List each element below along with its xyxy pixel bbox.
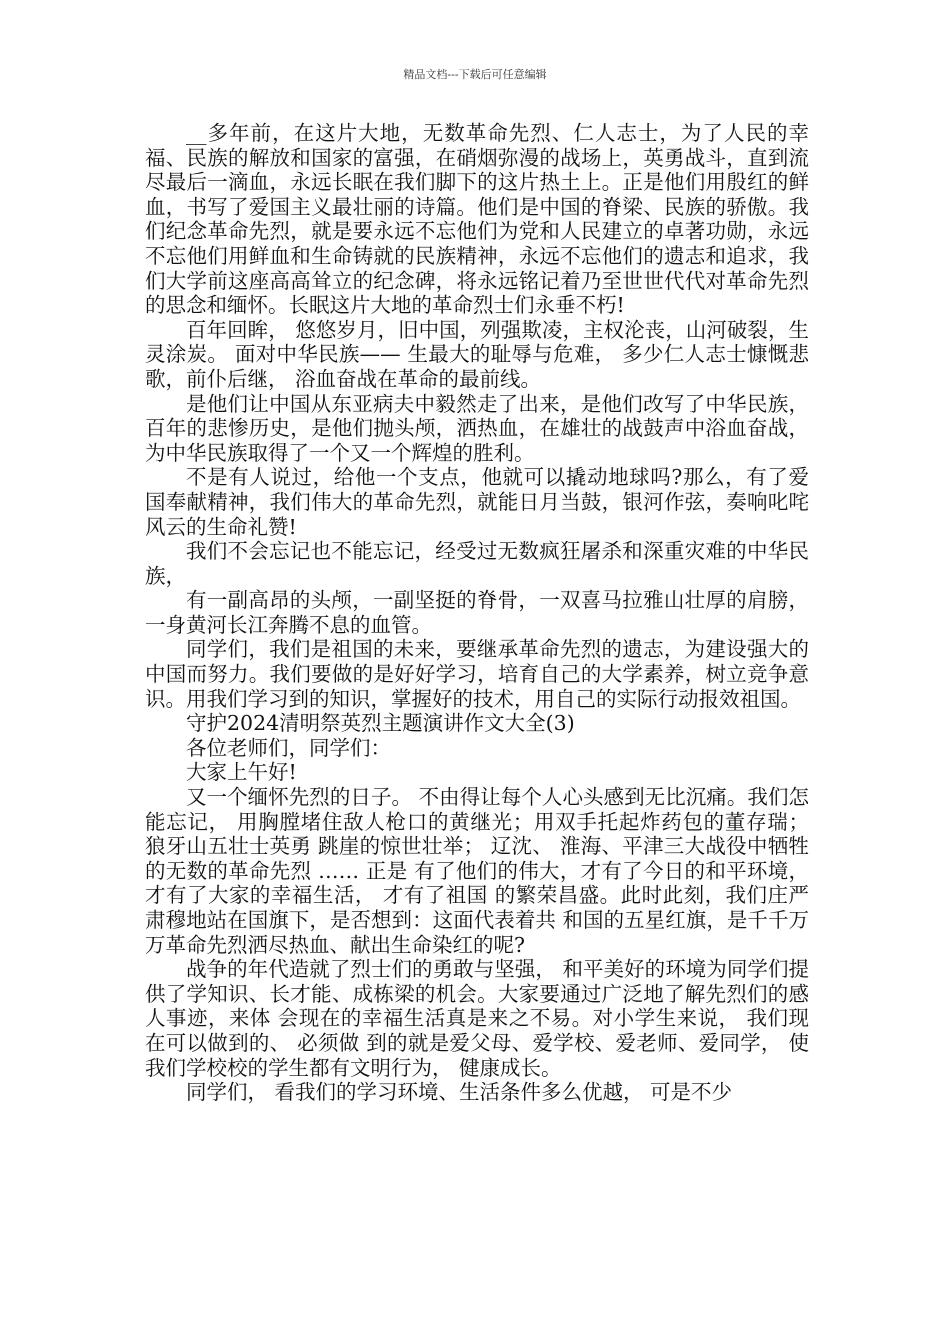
paragraph: 是他们让中国从东亚病夫中毅然走了出来，是他们改写了中华民族，百年的悲惨历史，是他们抛头颅，洒热血，在雄壮的战鼓声中浴血奋战，为中华民族取得了一个又一个辉煌的胜利。 — [145, 391, 809, 465]
paragraph: __多年前，在这片大地，无数革命先烈、仁人志士，为了人民的幸福、民族的解放和国家的富强，在硝烟弥漫的战场上，英勇战斗，直到流尽最后一滴血，永远长眠在我们脚下的这片热土上。正是他们用殷红的鲜血，书写了爱国主义最壮丽的诗篇。他们是中国的脊梁、民族的骄傲。我们纪念革命先烈，就是要永远不忘他们为党和人民建立的卓著功勋，永远不忘他们用鲜血和生命铸就的民族精神，永远不忘他们的遗志和追求，我们大学前这座高高耸立的纪念碑，将永远铭记着乃至世世代代对革命先烈的思念和缅怀。长眠这片大地的革命烈士们永垂不朽! — [145, 121, 809, 318]
paragraph: 同学们，我们是祖国的未来，要继承革命先烈的遗志，为建设强大的中国而努力。我们要做的是好好学习，培育自己的大学素养，树立竞争意识。用我们学习到的知识，掌握好的技术，用自己的实际行动报效祖国。 — [145, 637, 809, 711]
greeting: 大家上午好! — [186, 760, 297, 785]
paragraph: 百年回眸， 悠悠岁月，旧中国，列强欺凌，主权沦丧，山河破裂，生灵涂炭。 面对中华民族—— 生最大的耻辱与危难， 多少仁人志士慷慨悲歌，前仆后继， 浴血奋战在革命的最前线。 — [145, 317, 809, 391]
document-body — [145, 121, 809, 1105]
salutation: 各位老师们，同学们： — [186, 735, 391, 760]
page-header: 精品文档---下载后可任意编辑 — [403, 68, 547, 81]
paragraph: 不是有人说过，给他一个支点，他就可以撬动地球吗?那么，有了爱国奉献精神，我们伟大的革命先烈，就能日月当鼓，银河作弦，奏响叱咤风云的生命礼赞! — [145, 465, 809, 539]
paragraph: 我们不会忘记也不能忘记，经受过无数疯狂屠杀和深重灾难的中华民族， — [145, 539, 809, 588]
paragraph: 战争的年代造就了烈士们的勇敢与坚强， 和平美好的环境为同学们提供了学知识、长才能、成栋梁的机会。大家要通过广泛地了解先烈们的感人事迹，来体 会现在的幸福生活真是来之不易。对小学生来说， 我们现在可以做到的、 必须做 到的就是爱父母、爱学校、爱老师、爱同学， 使我们学校校的学生都有文明行为， 健康成长。 — [145, 957, 809, 1080]
paragraph: 又一个缅怀先烈的日子。 不由得让每个人心头感到无比沉痛。我们怎能忘记， 用胸膛堵住敌人枪口的黄继光；用双手托起炸药包的董存瑞； 狼牙山五壮士英勇 跳崖的惊世壮举； 辽沈、 淮海、平津三大战役中牺牲的无数的革命先烈 …… 正是 有了他们的伟大，才有了今日的和平环境， 才有了大家的幸福生活， 才有了祖国 的繁荣昌盛。此时此刻，我们庄严肃穆地站在国旗下，是否想到：这面代表着共 和国的五星红旗，是千千万万革命先烈洒尽热血、献出生命染红的呢? — [145, 785, 809, 957]
paragraph: 有一副高昂的头颅，一副坚挺的脊骨，一双喜马拉雅山壮厚的肩膀，一身黄河长江奔腾不息的血管。 — [145, 588, 809, 637]
section-title: 守护2024清明祭英烈主题演讲作文大全(3) — [186, 711, 575, 736]
paragraph: 同学们， 看我们的学习环境、生活条件多么优越， 可是不少 — [186, 1080, 733, 1105]
